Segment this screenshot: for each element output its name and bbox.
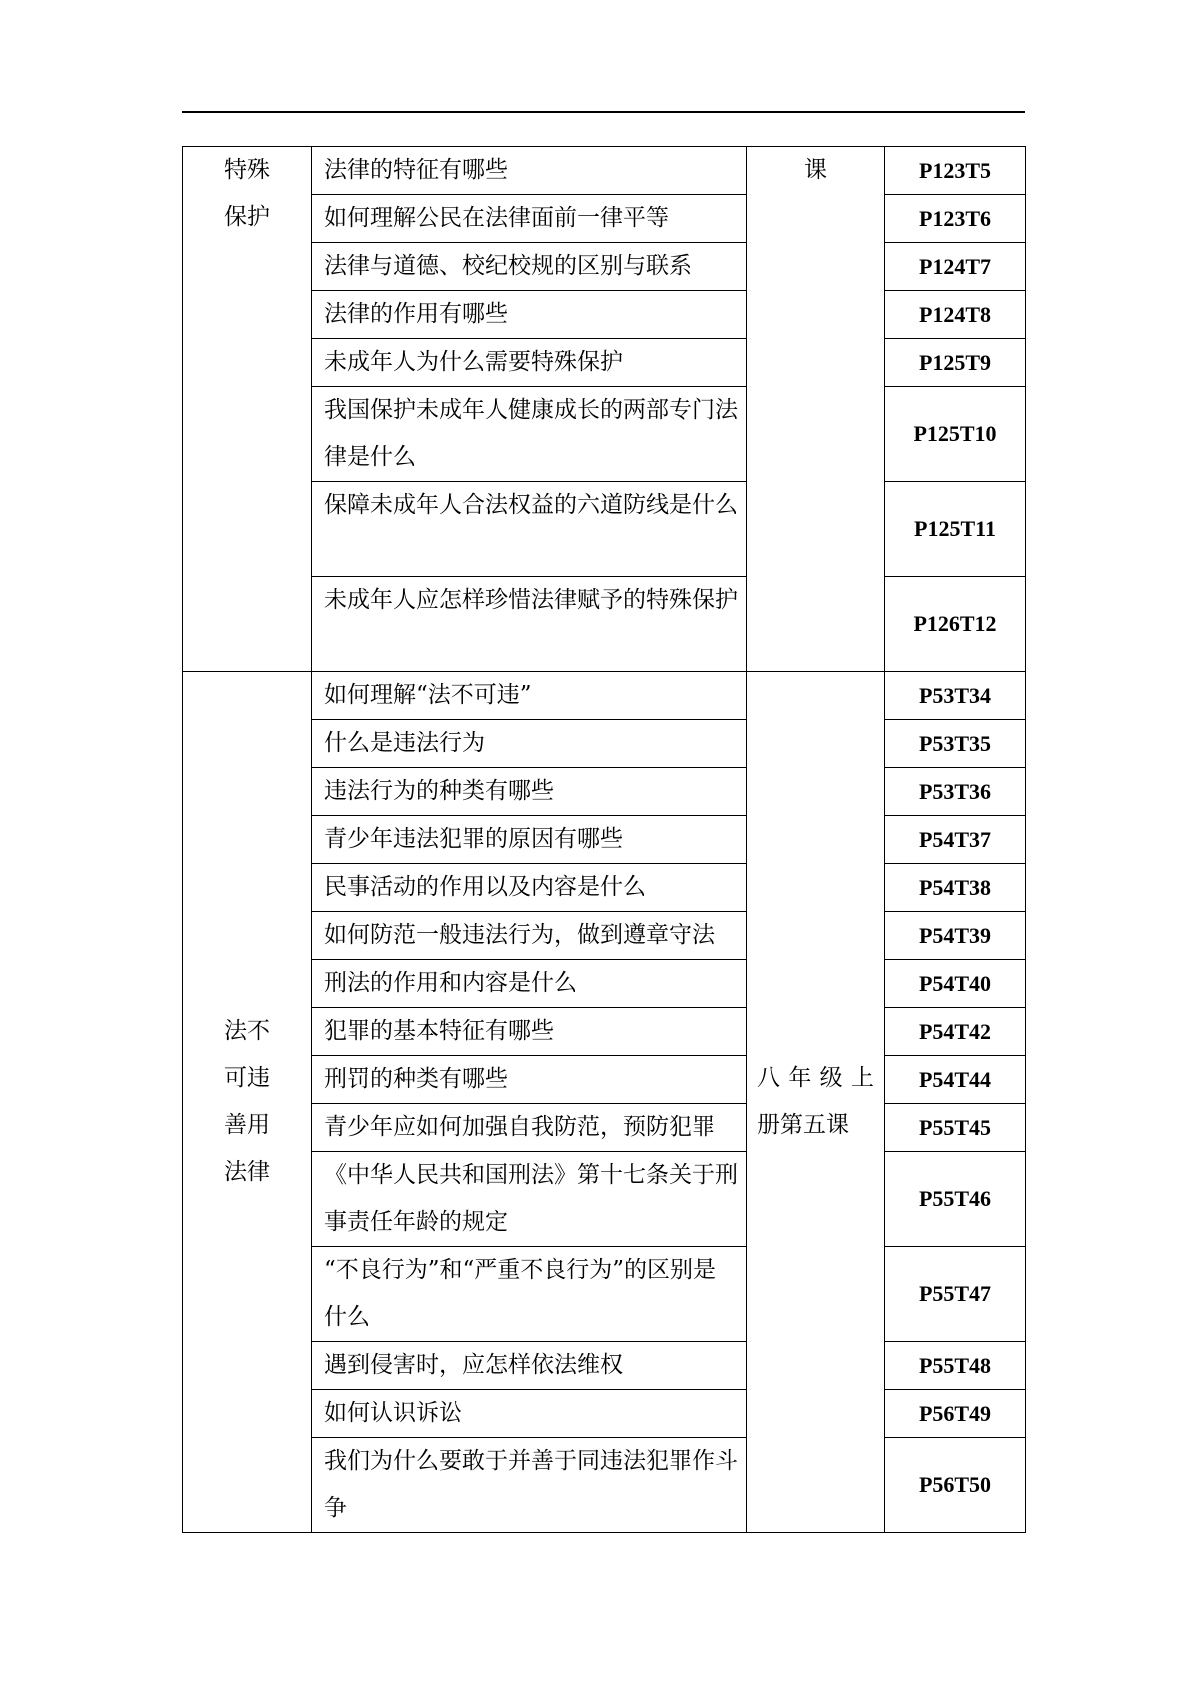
question-cell: 如何理解公民在法律面前一律平等 — [312, 195, 747, 243]
question-cell: 犯罪的基本特征有哪些 — [312, 1008, 747, 1056]
ref-cell: P55T45 — [885, 1104, 1026, 1152]
lesson-cell — [747, 672, 885, 1533]
ref-cell: P53T35 — [885, 720, 1026, 768]
lesson-line: 八年级上 — [757, 1065, 874, 1091]
question-cell: 遇到侵害时，应怎样依法维权 — [312, 1342, 747, 1390]
ref-cell: P126T12 — [885, 577, 1026, 672]
question-cell: 未成年人为什么需要特殊保护 — [312, 339, 747, 387]
ref-cell: P54T42 — [885, 1008, 1026, 1056]
ref-cell: P54T37 — [885, 816, 1026, 864]
ref-cell: P55T46 — [885, 1152, 1026, 1247]
lesson-line: 册第五课 — [757, 1112, 849, 1138]
question-cell: 我们为什么要敢于并善于同违法犯罪作斗争 — [312, 1438, 747, 1533]
topic-line: 保护 — [224, 204, 270, 230]
ref-cell: P125T11 — [885, 482, 1026, 577]
ref-cell: P124T7 — [885, 243, 1026, 291]
question-cell: 如何理解“法不可违” — [312, 672, 747, 720]
question-cell: 如何认识诉讼 — [312, 1390, 747, 1438]
ref-cell: P125T9 — [885, 339, 1026, 387]
ref-cell: P56T50 — [885, 1438, 1026, 1533]
table-row — [183, 147, 1026, 195]
ref-cell: P53T36 — [885, 768, 1026, 816]
question-cell: 如何防范一般违法行为，做到遵章守法 — [312, 912, 747, 960]
question-cell: 刑罚的种类有哪些 — [312, 1056, 747, 1104]
ref-cell: P54T38 — [885, 864, 1026, 912]
topic-line: 特殊 — [224, 157, 270, 183]
question-cell: 我国保护未成年人健康成长的两部专门法律是什么 — [312, 387, 747, 482]
topic-line: 可违 — [224, 1065, 270, 1091]
question-cell: 什么是违法行为 — [312, 720, 747, 768]
question-cell: 法律与道德、校纪校规的区别与联系 — [312, 243, 747, 291]
question-cell: 法律的作用有哪些 — [312, 291, 747, 339]
table-row — [183, 672, 1026, 720]
question-cell: 青少年违法犯罪的原因有哪些 — [312, 816, 747, 864]
topic-cell-special-protection — [183, 147, 312, 672]
question-cell: 《中华人民共和国刑法》第十七条关于刑事责任年龄的规定 — [312, 1152, 747, 1247]
lesson-cell: 课 — [747, 147, 885, 672]
ref-cell: P56T49 — [885, 1390, 1026, 1438]
question-cell: 未成年人应怎样珍惜法律赋予的特殊保护 — [312, 577, 747, 672]
ref-cell: P54T39 — [885, 912, 1026, 960]
question-cell: 法律的特征有哪些 — [312, 147, 747, 195]
ref-cell: P55T47 — [885, 1247, 1026, 1342]
ref-cell: P54T44 — [885, 1056, 1026, 1104]
topic-line: 法不 — [224, 1018, 270, 1044]
ref-cell: P125T10 — [885, 387, 1026, 482]
question-cell: 刑法的作用和内容是什么 — [312, 960, 747, 1008]
header-rule — [182, 111, 1025, 113]
question-cell: 保障未成年人合法权益的六道防线是什么 — [312, 482, 747, 577]
review-question-table — [182, 146, 1026, 1533]
question-cell: 违法行为的种类有哪些 — [312, 768, 747, 816]
topic-line: 善用 — [224, 1112, 270, 1138]
question-cell: 青少年应如何加强自我防范，预防犯罪 — [312, 1104, 747, 1152]
ref-cell: P53T34 — [885, 672, 1026, 720]
ref-cell: P124T8 — [885, 291, 1026, 339]
ref-cell: P123T5 — [885, 147, 1026, 195]
question-cell: “不良行为”和“严重不良行为”的区别是什么 — [312, 1247, 747, 1342]
ref-cell: P123T6 — [885, 195, 1026, 243]
question-cell: 民事活动的作用以及内容是什么 — [312, 864, 747, 912]
topic-cell-law-abiding — [183, 672, 312, 1533]
topic-line: 法律 — [224, 1159, 270, 1185]
ref-cell: P55T48 — [885, 1342, 1026, 1390]
ref-cell: P54T40 — [885, 960, 1026, 1008]
